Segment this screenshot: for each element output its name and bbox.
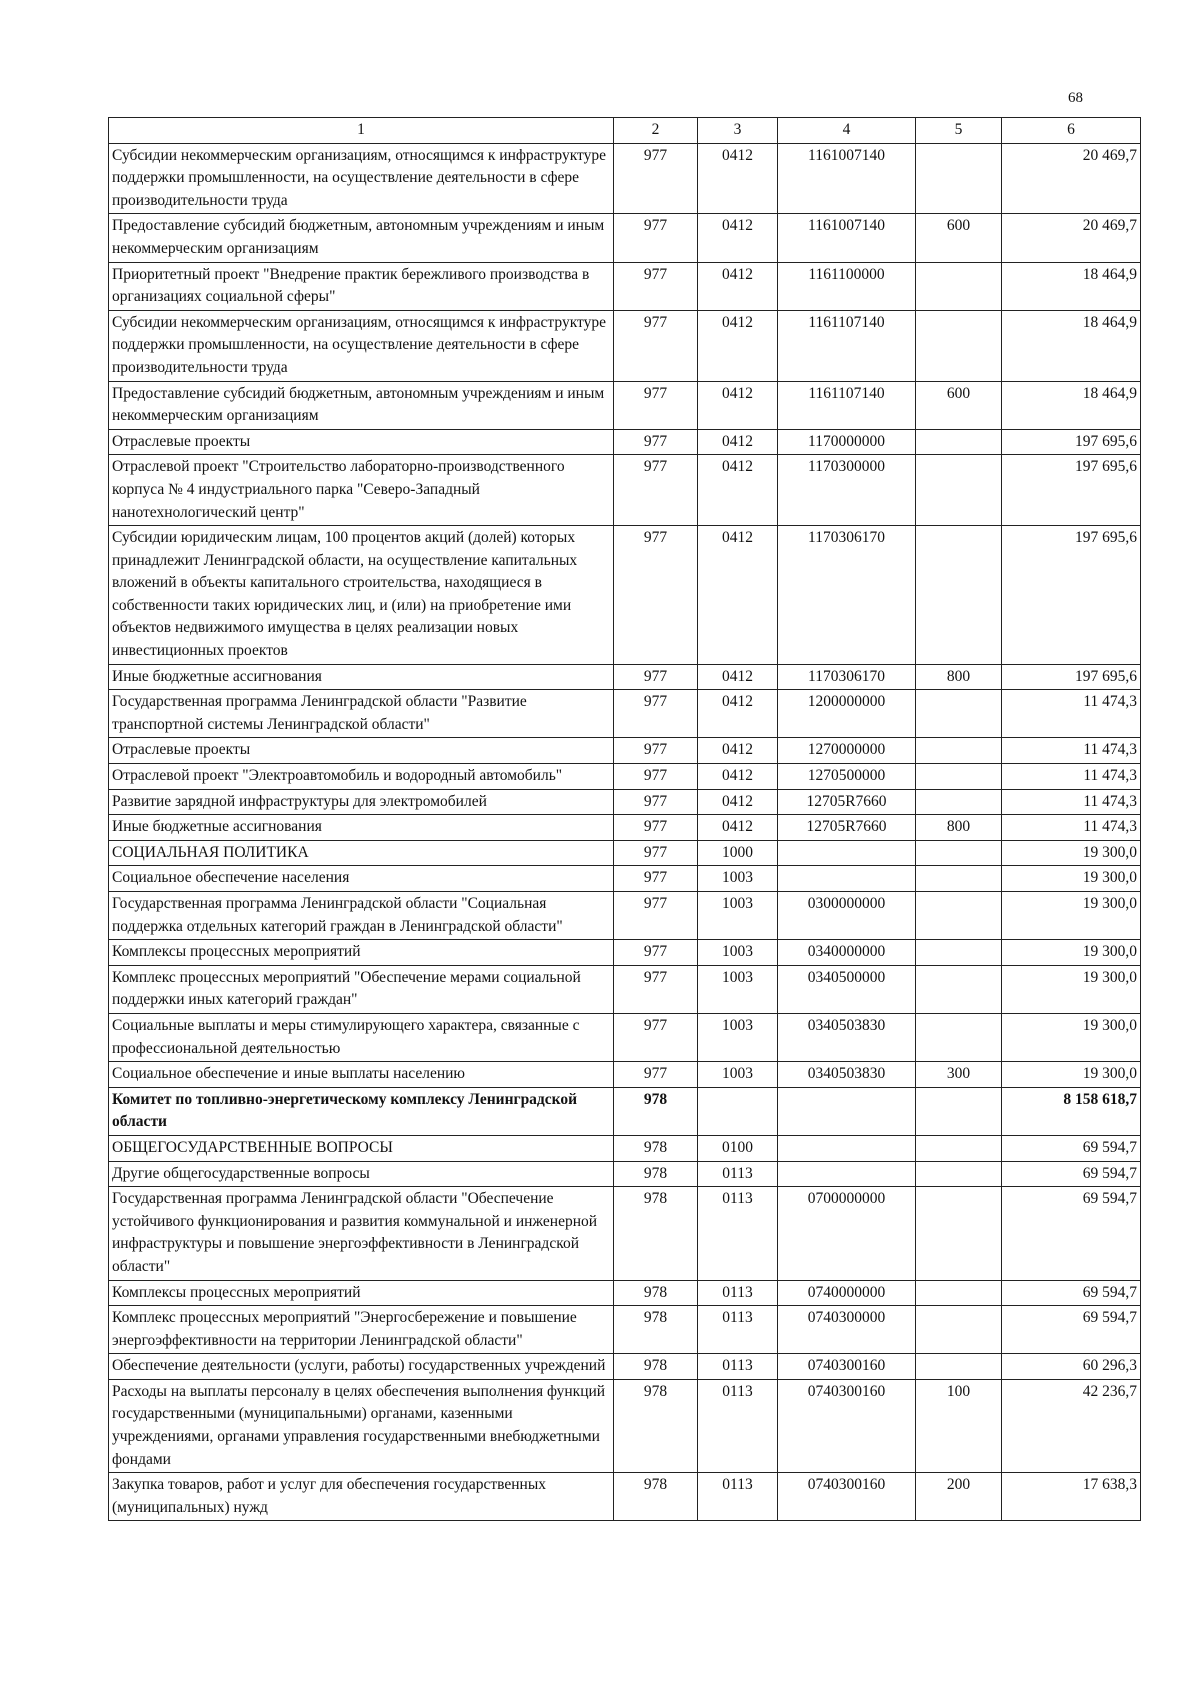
row-target-code: 0340503830: [778, 1062, 916, 1088]
table-row: [109, 429, 1141, 455]
row-grbs-code: 977: [614, 214, 698, 262]
table-row: [109, 664, 1141, 690]
row-target-code: [778, 1135, 916, 1161]
row-expense-type: [916, 1306, 1002, 1354]
row-section-code: 0412: [698, 143, 778, 214]
table-row: [109, 214, 1141, 262]
row-target-code: 0340503830: [778, 1013, 916, 1061]
table-row: [109, 262, 1141, 310]
column-header: 1: [109, 118, 614, 144]
row-grbs-code: 977: [614, 764, 698, 790]
row-amount: 19 300,0: [1002, 840, 1141, 866]
row-amount: 69 594,7: [1002, 1187, 1141, 1280]
row-name: Социальные выплаты и меры стимулирующего характера, связанные с профессиональной деятельностью: [109, 1013, 614, 1061]
row-grbs-code: 977: [614, 789, 698, 815]
row-grbs-code: 978: [614, 1306, 698, 1354]
table-row: [109, 1473, 1141, 1521]
row-expense-type: [916, 1280, 1002, 1306]
row-amount: 18 464,9: [1002, 310, 1141, 381]
row-expense-type: [916, 1013, 1002, 1061]
row-amount: 197 695,6: [1002, 526, 1141, 665]
row-target-code: [778, 840, 916, 866]
row-grbs-code: 978: [614, 1280, 698, 1306]
row-amount: 42 236,7: [1002, 1379, 1141, 1472]
table-row: [109, 1062, 1141, 1088]
row-name: Государственная программа Ленинградской области "Развитие транспортной системы Ленинградской области": [109, 690, 614, 738]
table-row: [109, 815, 1141, 841]
table-row: [109, 310, 1141, 381]
row-name: Расходы на выплаты персоналу в целях обеспечения выполнения функций государственными (муниципальными) органами, казенными учреждениями, органами управления государственными внебюджетными фондами: [109, 1379, 614, 1472]
column-header: 2: [614, 118, 698, 144]
row-grbs-code: 978: [614, 1161, 698, 1187]
row-target-code: 1161107140: [778, 310, 916, 381]
row-expense-type: [916, 1161, 1002, 1187]
row-grbs-code: 977: [614, 815, 698, 841]
table-row: [109, 764, 1141, 790]
row-name: Отраслевые проекты: [109, 738, 614, 764]
row-name: Обеспечение деятельности (услуги, работы) государственных учреждений: [109, 1354, 614, 1380]
row-amount: 69 594,7: [1002, 1280, 1141, 1306]
row-name: Иные бюджетные ассигнования: [109, 815, 614, 841]
row-expense-type: [916, 1087, 1002, 1135]
row-target-code: 1161107140: [778, 381, 916, 429]
row-amount: 69 594,7: [1002, 1161, 1141, 1187]
table-row: [109, 1161, 1141, 1187]
row-amount: 19 300,0: [1002, 1013, 1141, 1061]
row-expense-type: [916, 738, 1002, 764]
row-target-code: 0340000000: [778, 940, 916, 966]
row-grbs-code: 977: [614, 940, 698, 966]
row-name: Предоставление субсидий бюджетным, автономным учреждениям и иным некоммерческим организациям: [109, 214, 614, 262]
row-amount: 19 300,0: [1002, 866, 1141, 892]
row-name: Развитие зарядной инфраструктуры для электромобилей: [109, 789, 614, 815]
row-amount: 17 638,3: [1002, 1473, 1141, 1521]
row-section-code: 0412: [698, 381, 778, 429]
table-row: [109, 1354, 1141, 1380]
row-grbs-code: 977: [614, 965, 698, 1013]
row-section-code: 0412: [698, 690, 778, 738]
row-expense-type: 600: [916, 214, 1002, 262]
column-header: 6: [1002, 118, 1141, 144]
row-target-code: 0740300160: [778, 1354, 916, 1380]
row-expense-type: [916, 429, 1002, 455]
row-name: Социальное обеспечение населения: [109, 866, 614, 892]
row-section-code: 0113: [698, 1473, 778, 1521]
row-grbs-code: 977: [614, 690, 698, 738]
row-name: Субсидии некоммерческим организациям, относящимся к инфраструктуре поддержки промышленности, на осуществление деятельности в сфере производительности труда: [109, 143, 614, 214]
row-expense-type: [916, 840, 1002, 866]
row-grbs-code: 978: [614, 1354, 698, 1380]
row-name: Другие общегосударственные вопросы: [109, 1161, 614, 1187]
table-row: [109, 1187, 1141, 1280]
row-expense-type: [916, 764, 1002, 790]
row-target-code: 0700000000: [778, 1187, 916, 1280]
table-row: [109, 892, 1141, 940]
row-section-code: 1003: [698, 940, 778, 966]
row-expense-type: 600: [916, 381, 1002, 429]
row-expense-type: [916, 1187, 1002, 1280]
table-row: [109, 1306, 1141, 1354]
row-section-code: 0412: [698, 455, 778, 526]
row-target-code: 1270500000: [778, 764, 916, 790]
row-section-code: 0412: [698, 815, 778, 841]
column-header: 3: [698, 118, 778, 144]
row-expense-type: [916, 940, 1002, 966]
row-section-code: 0113: [698, 1280, 778, 1306]
row-target-code: [778, 1087, 916, 1135]
column-header: 5: [916, 118, 1002, 144]
row-name: Приоритетный проект "Внедрение практик бережливого производства в организациях социальной сферы": [109, 262, 614, 310]
row-target-code: 1161100000: [778, 262, 916, 310]
row-target-code: 1270000000: [778, 738, 916, 764]
table-row: [109, 1087, 1141, 1135]
row-amount: 11 474,3: [1002, 815, 1141, 841]
row-target-code: 1200000000: [778, 690, 916, 738]
row-expense-type: 800: [916, 815, 1002, 841]
row-expense-type: 200: [916, 1473, 1002, 1521]
row-target-code: 12705R7660: [778, 815, 916, 841]
row-grbs-code: 977: [614, 866, 698, 892]
row-grbs-code: 978: [614, 1087, 698, 1135]
row-grbs-code: 978: [614, 1135, 698, 1161]
row-expense-type: [916, 1354, 1002, 1380]
row-section-code: 0412: [698, 526, 778, 665]
row-target-code: 1161007140: [778, 143, 916, 214]
row-name: Комитет по топливно-энергетическому комплексу Ленинградской области: [109, 1087, 614, 1135]
row-name: Государственная программа Ленинградской области "Обеспечение устойчивого функционирования и развития коммунальной и инженерной инфраструктуры и повышение энергоэффективности в Ленинградской области": [109, 1187, 614, 1280]
row-expense-type: [916, 789, 1002, 815]
row-grbs-code: 978: [614, 1379, 698, 1472]
table-row: [109, 1280, 1141, 1306]
row-section-code: 0412: [698, 262, 778, 310]
row-expense-type: [916, 526, 1002, 665]
table-row: [109, 381, 1141, 429]
row-section-code: 1003: [698, 1062, 778, 1088]
row-section-code: 0412: [698, 789, 778, 815]
row-amount: 11 474,3: [1002, 764, 1141, 790]
row-amount: 11 474,3: [1002, 789, 1141, 815]
row-amount: 11 474,3: [1002, 690, 1141, 738]
row-name: Комплексы процессных мероприятий: [109, 1280, 614, 1306]
column-header: 4: [778, 118, 916, 144]
table-row: [109, 455, 1141, 526]
row-expense-type: 800: [916, 664, 1002, 690]
budget-table: [108, 117, 1141, 1521]
row-section-code: 0100: [698, 1135, 778, 1161]
row-amount: 19 300,0: [1002, 940, 1141, 966]
row-amount: 11 474,3: [1002, 738, 1141, 764]
row-grbs-code: 977: [614, 310, 698, 381]
row-section-code: 0412: [698, 214, 778, 262]
row-section-code: 0412: [698, 664, 778, 690]
row-target-code: 1161007140: [778, 214, 916, 262]
row-grbs-code: 977: [614, 1013, 698, 1061]
row-name: Субсидии юридическим лицам, 100 процентов акций (долей) которых принадлежит Ленинградской области, на осуществление капитальных вложений в объекты капитального строительства, находящиеся в собственности таких юридических лиц, и (или) на приобретение ими объектов недвижимого имущества в целях реализации новых инвестиционных проектов: [109, 526, 614, 665]
row-target-code: 0740000000: [778, 1280, 916, 1306]
header-row: [109, 118, 1141, 144]
table-row: [109, 940, 1141, 966]
row-name: Комплексы процессных мероприятий: [109, 940, 614, 966]
row-target-code: [778, 866, 916, 892]
row-name: Отраслевой проект "Электроавтомобиль и водородный автомобиль": [109, 764, 614, 790]
row-section-code: 0113: [698, 1379, 778, 1472]
row-name: Социальное обеспечение и иные выплаты населению: [109, 1062, 614, 1088]
row-grbs-code: 977: [614, 738, 698, 764]
row-target-code: 1170300000: [778, 455, 916, 526]
table-row: [109, 866, 1141, 892]
table-row: [109, 1379, 1141, 1472]
row-name: Иные бюджетные ассигнования: [109, 664, 614, 690]
table-row: [109, 143, 1141, 214]
row-grbs-code: 977: [614, 892, 698, 940]
row-grbs-code: 978: [614, 1473, 698, 1521]
row-section-code: 1003: [698, 965, 778, 1013]
row-grbs-code: 978: [614, 1187, 698, 1280]
table-row: [109, 1013, 1141, 1061]
row-name: Субсидии некоммерческим организациям, относящимся к инфраструктуре поддержки промышленности, на осуществление деятельности в сфере производительности труда: [109, 310, 614, 381]
row-amount: 18 464,9: [1002, 381, 1141, 429]
row-section-code: 0412: [698, 738, 778, 764]
row-section-code: 0412: [698, 310, 778, 381]
row-target-code: 12705R7660: [778, 789, 916, 815]
row-expense-type: [916, 1135, 1002, 1161]
row-expense-type: [916, 866, 1002, 892]
row-name: Комплекс процессных мероприятий "Энергосбережение и повышение энергоэффективности на территории Ленинградской области": [109, 1306, 614, 1354]
row-expense-type: [916, 455, 1002, 526]
row-amount: 20 469,7: [1002, 143, 1141, 214]
row-name: Комплекс процессных мероприятий "Обеспечение мерами социальной поддержки иных категорий граждан": [109, 965, 614, 1013]
table-row: [109, 738, 1141, 764]
row-target-code: [778, 1161, 916, 1187]
row-amount: 197 695,6: [1002, 429, 1141, 455]
row-name: Отраслевые проекты: [109, 429, 614, 455]
row-amount: 69 594,7: [1002, 1135, 1141, 1161]
row-expense-type: [916, 965, 1002, 1013]
row-amount: 20 469,7: [1002, 214, 1141, 262]
row-target-code: 1170306170: [778, 664, 916, 690]
row-grbs-code: 977: [614, 664, 698, 690]
row-target-code: 1170306170: [778, 526, 916, 665]
row-expense-type: 300: [916, 1062, 1002, 1088]
row-amount: 197 695,6: [1002, 664, 1141, 690]
row-target-code: 0740300000: [778, 1306, 916, 1354]
row-grbs-code: 977: [614, 840, 698, 866]
table-row: [109, 789, 1141, 815]
row-name: Предоставление субсидий бюджетным, автономным учреждениям и иным некоммерческим организациям: [109, 381, 614, 429]
row-expense-type: [916, 892, 1002, 940]
row-grbs-code: 977: [614, 262, 698, 310]
row-name: Закупка товаров, работ и услуг для обеспечения государственных (муниципальных) нужд: [109, 1473, 614, 1521]
row-grbs-code: 977: [614, 455, 698, 526]
row-grbs-code: 977: [614, 381, 698, 429]
row-expense-type: [916, 310, 1002, 381]
row-target-code: 0340500000: [778, 965, 916, 1013]
row-section-code: 1003: [698, 892, 778, 940]
row-target-code: 0300000000: [778, 892, 916, 940]
row-name: Отраслевой проект "Строительство лабораторно-производственного корпуса № 4 индустриального парка "Северо-Западный нанотехнологический центр": [109, 455, 614, 526]
row-expense-type: [916, 262, 1002, 310]
row-amount: 69 594,7: [1002, 1306, 1141, 1354]
row-expense-type: [916, 143, 1002, 214]
row-amount: 19 300,0: [1002, 1062, 1141, 1088]
table-row: [109, 965, 1141, 1013]
row-target-code: 1170000000: [778, 429, 916, 455]
table-row: [109, 840, 1141, 866]
row-grbs-code: 977: [614, 526, 698, 665]
row-amount: 8 158 618,7: [1002, 1087, 1141, 1135]
row-name: СОЦИАЛЬНАЯ ПОЛИТИКА: [109, 840, 614, 866]
row-section-code: 1000: [698, 840, 778, 866]
row-section-code: 0113: [698, 1306, 778, 1354]
row-expense-type: [916, 690, 1002, 738]
row-section-code: [698, 1087, 778, 1135]
row-amount: 197 695,6: [1002, 455, 1141, 526]
table-row: [109, 1135, 1141, 1161]
row-target-code: 0740300160: [778, 1379, 916, 1472]
row-section-code: 0113: [698, 1354, 778, 1380]
row-grbs-code: 977: [614, 1062, 698, 1088]
row-grbs-code: 977: [614, 429, 698, 455]
row-name: ОБЩЕГОСУДАРСТВЕННЫЕ ВОПРОСЫ: [109, 1135, 614, 1161]
table-row: [109, 526, 1141, 665]
row-amount: 19 300,0: [1002, 965, 1141, 1013]
row-amount: 18 464,9: [1002, 262, 1141, 310]
row-section-code: 1003: [698, 866, 778, 892]
row-section-code: 1003: [698, 1013, 778, 1061]
page-number: 68: [1068, 90, 1083, 106]
row-section-code: 0412: [698, 429, 778, 455]
row-name: Государственная программа Ленинградской области "Социальная поддержка отдельных категорий граждан в Ленинградской области": [109, 892, 614, 940]
row-section-code: 0113: [698, 1161, 778, 1187]
row-amount: 60 296,3: [1002, 1354, 1141, 1380]
row-section-code: 0113: [698, 1187, 778, 1280]
row-target-code: 0740300160: [778, 1473, 916, 1521]
table-row: [109, 690, 1141, 738]
row-grbs-code: 977: [614, 143, 698, 214]
row-section-code: 0412: [698, 764, 778, 790]
row-expense-type: 100: [916, 1379, 1002, 1472]
row-amount: 19 300,0: [1002, 892, 1141, 940]
